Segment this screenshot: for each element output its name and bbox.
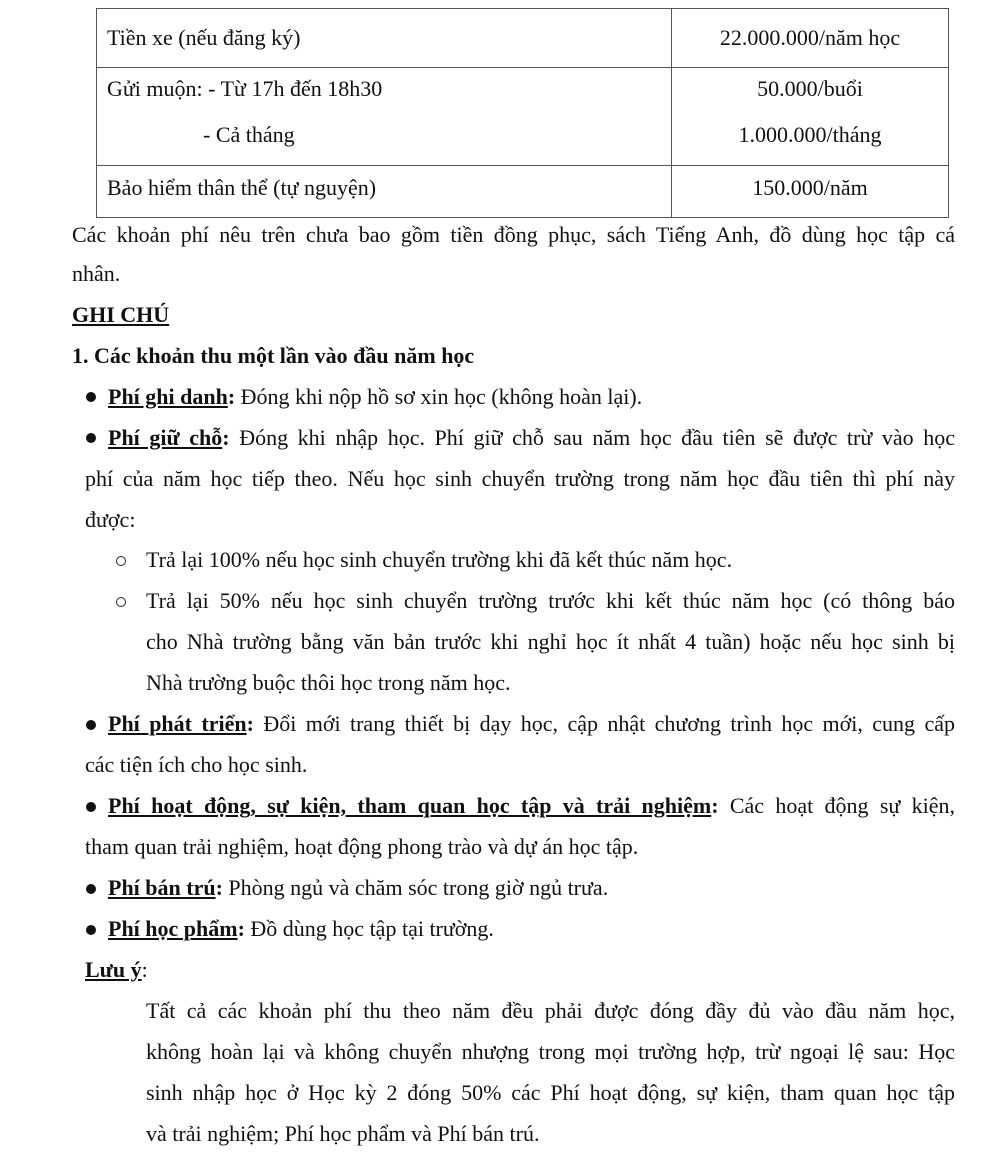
note-label: Lưu ý	[85, 957, 142, 982]
table-cell-value	[672, 9, 949, 68]
item-text-line: các tiện ích cho học sinh.	[85, 752, 308, 777]
fee-label: - Cả tháng	[203, 122, 295, 147]
bullet-icon	[86, 884, 96, 894]
item-text: Đồ dùng học tập tại trường.	[244, 916, 494, 941]
item-colon: :	[237, 916, 245, 941]
note-line: sinh nhập học ở Học kỳ 2 đóng 50% các Phí hoạt động, sự kiện, tham quan học tập	[146, 1080, 955, 1105]
item-text-line: được:	[85, 507, 136, 532]
list-item	[108, 709, 955, 739]
item-term: Phí học phẩm	[108, 916, 238, 941]
bullet-icon	[86, 392, 96, 402]
sub-list-item: Trả lại 100% nếu học sinh chuyển trường khi đã kết thúc năm học.	[146, 547, 733, 572]
bullet-icon	[86, 925, 96, 935]
table-row	[97, 166, 949, 218]
circle-bullet-icon	[116, 597, 126, 607]
table-cell-label	[97, 166, 672, 218]
item-text: Đổi mới trang thiết bị dạy học, cập nhật chương trình học mới, cung cấp	[253, 711, 955, 736]
sub-list-item-line: cho Nhà trường bằng văn bản trước khi nghỉ học ít nhất 4 tuần) hoặc nếu học sinh bị	[146, 629, 955, 654]
list-item	[108, 382, 642, 412]
fee-value: 150.000/năm	[752, 175, 868, 200]
note-line: và trải nghiệm; Phí học phẩm và Phí bán trú.	[146, 1121, 540, 1146]
fee-label: Gửi muộn: - Từ 17h đến 18h30	[107, 76, 383, 101]
bullet-icon	[86, 433, 96, 443]
item-colon: :	[711, 793, 719, 818]
note-colon: :	[141, 957, 148, 982]
list-item	[108, 423, 955, 453]
notes-heading: GHI CHÚ	[72, 302, 170, 327]
item-term: Phí hoạt động, sự kiện, tham quan học tập và trải nghiệm	[108, 793, 712, 818]
item-colon: :	[246, 711, 254, 736]
note-line: Tất cả các khoản phí thu theo năm đều phải được đóng đầy đủ vào đầu năm học,	[146, 998, 955, 1023]
section-title: 1. Các khoản thu một lần vào đầu năm học	[72, 343, 475, 368]
table-row	[97, 9, 949, 68]
list-item	[108, 914, 494, 944]
item-term: Phí phát triển	[108, 711, 247, 736]
sub-list-item: Trả lại 50% nếu học sinh chuyển trường trước khi kết thúc năm học (có thông báo	[146, 588, 955, 613]
fee-value: 22.000.000/năm học	[719, 25, 901, 50]
bullet-icon	[86, 802, 96, 812]
bullet-icon	[86, 720, 96, 730]
fee-table	[96, 8, 949, 218]
item-term: Phí ghi danh	[108, 384, 228, 409]
table-cell-label	[97, 68, 672, 166]
item-text: Đóng khi nhập học. Phí giữ chỗ sau năm học đầu tiên sẽ được trừ vào học	[229, 425, 955, 450]
list-item	[108, 873, 608, 903]
sub-list-item-line: Nhà trường buộc thôi học trong năm học.	[146, 670, 511, 695]
fee-label: Bảo hiểm thân thể (tự nguyện)	[107, 175, 377, 200]
fee-value: 50.000/buổi	[757, 76, 863, 101]
table-cell-label	[97, 9, 672, 68]
table-row	[97, 68, 949, 166]
intro-paragraph-line: nhân.	[72, 261, 121, 286]
item-term: Phí bán trú	[108, 875, 216, 900]
intro-paragraph-line: Các khoản phí nêu trên chưa bao gồm tiền đồng phục, sách Tiếng Anh, đồ dùng học tập cá	[72, 222, 955, 247]
item-colon: :	[222, 425, 230, 450]
item-text-line: phí của năm học tiếp theo. Nếu học sinh chuyển trường trong năm học đầu tiên thì phí này	[85, 466, 955, 491]
fee-value: 1.000.000/tháng	[738, 122, 882, 147]
item-text: Phòng ngủ và chăm sóc trong giờ ngủ trưa.	[222, 875, 609, 900]
item-text: Các hoạt động sự kiện,	[718, 793, 955, 818]
table-cell-value	[672, 68, 949, 166]
item-term: Phí giữ chỗ	[108, 425, 223, 450]
item-text-line: tham quan trải nghiệm, hoạt động phong trào và dự án học tập.	[85, 834, 639, 859]
list-item	[108, 791, 955, 821]
note-line: không hoàn lại và không chuyển nhượng trong mọi trường hợp, trừ ngoại lệ sau: Học	[146, 1039, 955, 1064]
circle-bullet-icon	[116, 556, 126, 566]
item-text: Đóng khi nộp hồ sơ xin học (không hoàn lại).	[235, 384, 643, 409]
fee-label: Tiền xe (nếu đăng ký)	[107, 25, 301, 50]
table-cell-value	[672, 166, 949, 218]
note-heading	[85, 955, 148, 985]
item-colon: :	[215, 875, 223, 900]
item-colon: :	[227, 384, 236, 409]
